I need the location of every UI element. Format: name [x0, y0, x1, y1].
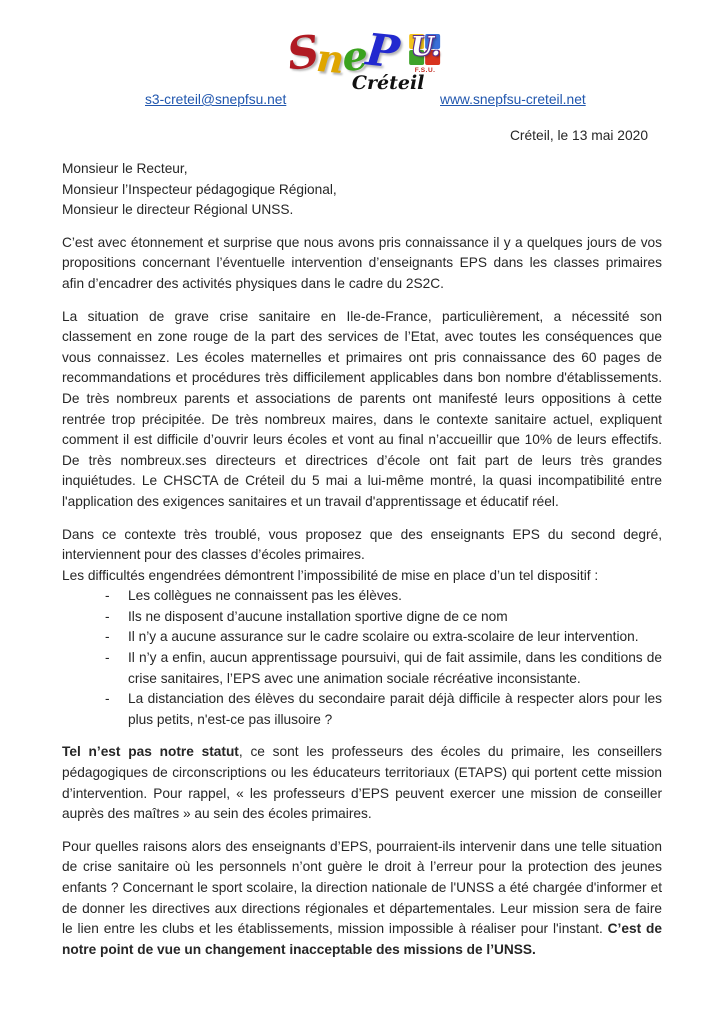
- paragraph: [62, 233, 662, 295]
- list-item: [62, 607, 662, 628]
- body-text: , ce sont les professeurs des écoles du primaire, les conseillers pédagogiques de circonscriptions ou les éducateurs territoriaux (ETAPS) qui portent cette mission d’intervention. Pour rappel, « les professeurs d’EPS peuvent exercer une mission de conseiller auprès des maîtres » au sein des écoles primaires.: [62, 744, 662, 822]
- body-text: Dans ce contexte très troublé, vous proposez que des enseignants EPS du second degré, interviennent pour des classes d’écoles primaires.: [62, 526, 662, 563]
- bold-text: C’est de notre point de vue un changement inacceptable des missions de l’UNSS.: [62, 921, 662, 957]
- paragraph: [62, 307, 662, 513]
- salutation-line: Monsieur le Recteur,: [62, 161, 188, 176]
- letter-body: [0, 143, 724, 960]
- list-item: [62, 627, 662, 648]
- snep-logo-letters: [283, 24, 400, 83]
- letterhead: [0, 0, 724, 120]
- body-text: La situation de grave crise sanitaire en Ile-de-France, particulièrement, a nécessité son classement en zone rouge de la part des services de l’Etat, avec toutes les conséquences que vous connaissez. Les écoles maternelles et primaires ont pris connaissance des 60 pages de recommandations et procédures très difficilement applicables dans bon nombre d'établissements. De très nombreux parents et associations de parents ont manifesté leurs oppositions à cette rentrée trop précipitée. De très nombreux maires, dans le contexte sanitaire actuel, expliquent comment il est difficile d’ouvrir leurs écoles et vont au final n’accueillir que 10% de leurs effectifs. De très nombreux.ses directeurs et directrices d’école ont fait part de leurs très grandes inquiétudes. Le CHSCTA de Créteil du 5 mai a lui-même montré, la quasi incompatibilité entre l'application des exigences sanitaires et un travail d'apprentissage et éducatif réel.: [62, 308, 662, 509]
- bold-text: Tel n’est pas notre statut: [62, 744, 239, 760]
- snep-letter: S: [283, 26, 321, 81]
- fsu-sublabel: F.S.U.: [414, 67, 436, 74]
- dateline: Créteil, le 13 mai 2020: [509, 128, 648, 143]
- fsu-u-letter: U.: [411, 32, 441, 62]
- paragraph: [62, 525, 662, 566]
- dash-bullet-icon: -: [105, 608, 110, 624]
- list-item-text: Les collègues ne connaissent pas les élèves.: [128, 588, 402, 604]
- body-text: C’est avec étonnement et surprise que nous avons pris connaissance il y a quelques jours de vos propositions concernant l’éventuelle intervention d’enseignants EPS dans les classes primaires afin d’encadrer des activités physiques dans le cadre du 2S2C.: [62, 234, 662, 291]
- list-item: [62, 586, 662, 607]
- paragraph: [62, 837, 662, 961]
- email-link[interactable]: s3-creteil@snepfsu.net: [145, 92, 287, 107]
- body-text: Les difficultés engendrées démontrent l’impossibilité de mise en place d’un tel dispositif :: [62, 567, 599, 583]
- list-item: [62, 689, 662, 730]
- list-item-text: Il n’y a aucune assurance sur le cadre scolaire ou extra-scolaire de leur intervention.: [128, 629, 639, 645]
- snep-letter: P: [363, 24, 400, 79]
- dash-bullet-icon: -: [105, 588, 110, 604]
- website-link[interactable]: www.snepfsu-creteil.net: [440, 92, 586, 107]
- list-item-text: Il n’y a enfin, aucun apprentissage poursuivi, qui de fait assimile, dans les conditions de crise sanitaires, l’EPS avec une animation sociale récréative inconsistante.: [128, 650, 662, 686]
- bullet-list: [62, 586, 662, 730]
- dash-bullet-icon: -: [105, 650, 110, 666]
- salutation-line: Monsieur l’Inspecteur pédagogique Régional,: [62, 181, 337, 197]
- list-item: [62, 648, 662, 689]
- logo-city-label: Créteil: [351, 72, 425, 94]
- body-text: Pour quelles raisons alors des enseignants d’EPS, pourraient-ils intervenir dans une telle situation de crise sanitaire où les personnels n’ont guère le droit à l’erreur pour la protection des jeunes enfants ? Concernant le sport scolaire, la direction nationale de l'UNSS a été chargée d'informer et de donner les directives aux directions régionales et départementales. Leur mission sera de faire le lien entre les clubs et les établissements, mission impossible à réaliser pour l'instant.: [62, 838, 662, 937]
- snep-letter: e: [341, 32, 368, 81]
- paragraph: [62, 742, 662, 824]
- salutation-line: Monsieur le directeur Régional UNSS.: [62, 202, 294, 218]
- list-item-text: Ils ne disposent d’aucune installation sportive digne de ce nom: [128, 608, 508, 624]
- paragraph: [62, 566, 662, 587]
- salutation: [62, 159, 662, 221]
- list-item-text: La distanciation des élèves du secondaire parait déjà difficile à respecter alors pour les plus petits, n'est-ce pas illusoire ?: [128, 691, 662, 727]
- dash-bullet-icon: -: [105, 691, 110, 707]
- dash-bullet-icon: -: [105, 629, 110, 645]
- fsu-logo: [407, 34, 443, 78]
- snep-logo: [283, 24, 443, 94]
- snep-letter: n: [314, 34, 344, 83]
